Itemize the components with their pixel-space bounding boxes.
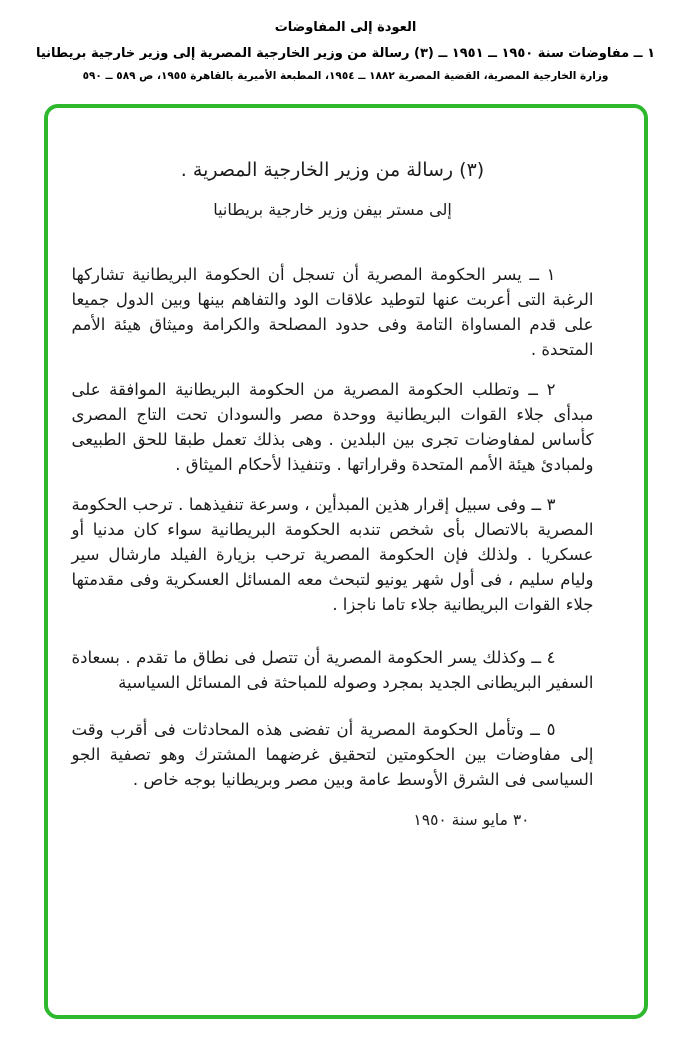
letter-addressee: إلى مستر بيفن وزير خارجية بريطانيا xyxy=(213,200,452,219)
letter-date: ٣٠ مايو سنة ١٩٥٠ xyxy=(413,811,530,829)
letter-paragraph-1: ١ ــ يسر الحكومة المصرية أن تسجل أن الحكومة البريطانية تشاركها الرغبة التى أعربت عنها لتوطيد علاقات الود والتفاهم بينها وبين الدول جميعا على قدم المساواة التامة وفى حدود المصلحة والكرامة وميثاق هيئة الأمم المتحدة . xyxy=(71,265,594,359)
letter-paragraph-2: ٢ ــ وتطلب الحكومة المصرية من الحكومة البريطانية الموافقة على مبدأى جلاء القوات البريطانية ووحدة مصر والسودان تحت التاج المصرى كأساس لمفاوضات تجرى بين البلدين . وهى بذلك تعمل طبقا للحق الطبيعى ولمبادئ هيئة الأمم المتحدة وقراراتها . وتنفيذا لأحكام الميثاق . xyxy=(71,380,594,474)
header-source-citation: وزارة الخارجية المصرية، القضية المصرية ١٨٨٢ ــ ١٩٥٤، المطبعة الأميرية بالقاهرة ١٩٥٥، ص ٥٨٩ ــ ٥٩٠ xyxy=(82,70,609,82)
letter-paragraph-4: ٤ ــ وكذلك يسر الحكومة المصرية أن تتصل فى نطاق ما تقدم . بسعادة السفير البريطانى الجديد بمجرد وصوله للمباحثة فى المسائل السياسية xyxy=(71,648,594,692)
document-highlight-frame xyxy=(44,104,648,1019)
page-header xyxy=(0,0,691,82)
scanned-letter xyxy=(72,158,594,833)
letter-heading: (٣) رسالة من وزير الخارجية المصرية . xyxy=(180,159,485,181)
header-subtitle: ١ ــ مفاوضات سنة ١٩٥٠ ــ ١٩٥١ ــ (٣) رسالة من وزير الخارجية المصرية إلى وزير خارجية بريطانيا xyxy=(35,46,656,61)
header-title: العودة إلى المفاوضات xyxy=(274,20,417,35)
letter-paragraph-3: ٣ ــ وفى سبيل إقرار هذين المبدأين ، وسرعة تنفيذهما . ترحب الحكومة المصرية بالاتصال بأى شخص تندبه الحكومة البريطانية سواء كان مدنيا أو عسكريا . ولذلك فإن الحكومة المصرية ترحب بزيارة الفيلد مارشال سير وليام سليم ، فى أول شهر يونيو لتبحث معه المسائل العسكرية وفى مقدمتها جلاء القوات البريطانية جلاء تاما ناجزا . xyxy=(71,495,594,614)
letter-paragraph-5: ٥ ــ وتأمل الحكومة المصرية أن تفضى هذه المحادثات فى أقرب وقت إلى مفاوضات بين الحكومتين لتحقيق غرضهما المشترك وهو تصفية الجو السياسى فى الشرق الأوسط عامة وبين مصر وبريطانيا بوجه خاص . xyxy=(71,720,594,789)
